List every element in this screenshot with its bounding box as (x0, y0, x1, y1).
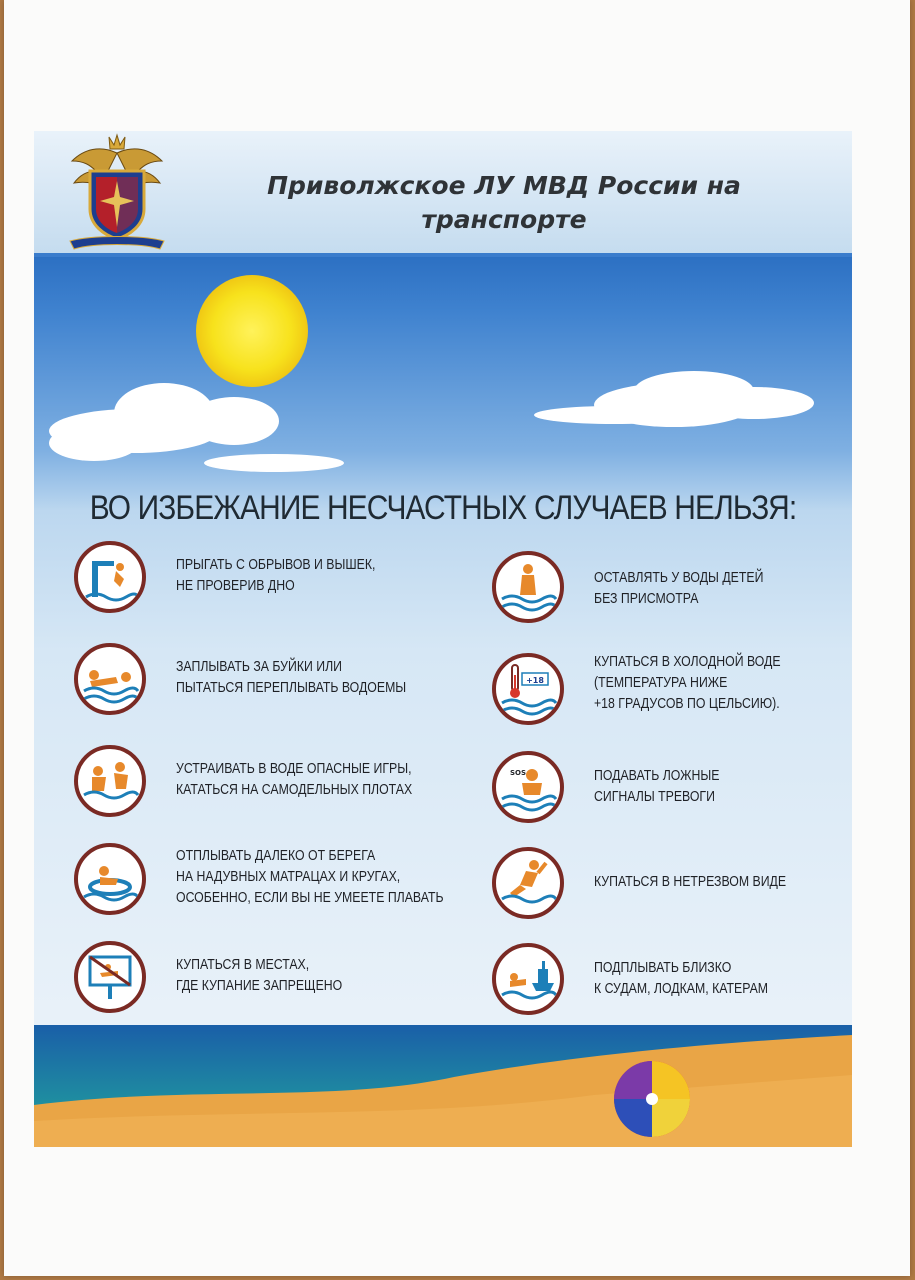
sky-illustration (34, 253, 852, 483)
sos-swimmer-icon (496, 755, 560, 819)
water-games-icon (78, 749, 142, 813)
main-headline: ВО ИЗБЕЖАНИЕ НЕСЧАСТНЫХ СЛУЧАЕВ НЕЛЬЗЯ: (89, 489, 797, 527)
swimmer-buoy-icon (78, 647, 142, 711)
rule-item-cliff-jumping (74, 541, 454, 621)
rule-item-children-unattended (492, 551, 832, 631)
rule-item-inflatables (74, 843, 474, 923)
rule-item-near-vessels (492, 943, 832, 1023)
diving-tower-icon (78, 545, 142, 609)
rule-text: КУПАТЬСЯ В ХОЛОДНОЙ ВОДЕ (ТЕМПЕРАТУРА НИЖЕ +18 ГРАДУСОВ ПО ЦЕЛЬСИЮ). (594, 653, 781, 712)
police-emblem-icon (62, 131, 172, 251)
child-in-water-icon (496, 555, 560, 619)
rule-text: УСТРАИВАТЬ В ВОДЕ ОПАСНЫЕ ИГРЫ, КАТАТЬСЯ НА САМОДЕЛЬНЫХ ПЛОТАХ (176, 760, 413, 798)
rule-text: ПРЫГАТЬ С ОБРЫВОВ И ВЫШЕК, НЕ ПРОВЕРИВ ДНО (176, 556, 376, 594)
organization-title-line2: транспорте (421, 205, 587, 234)
organization-title (224, 169, 784, 237)
beach-ball-icon (614, 1061, 690, 1137)
rule-text: ПОДАВАТЬ ЛОЖНЫЕ СИГНАЛЫ ТРЕВОГИ (594, 767, 720, 805)
rule-text: КУПАТЬСЯ В МЕСТАХ, ГДЕ КУПАНИЕ ЗАПРЕЩЕНО (176, 956, 343, 994)
organization-title-line1: Приволжское ЛУ МВД России на (267, 171, 741, 200)
rule-text: КУПАТЬСЯ В НЕТРЕЗВОМ ВИДЕ (594, 873, 787, 890)
rule-item-cold-water (492, 653, 832, 733)
safety-poster (34, 131, 852, 1147)
inflatable-ring-icon (78, 847, 142, 911)
drunk-person-icon (496, 851, 560, 915)
swimmer-ship-icon (496, 947, 560, 1011)
rule-text: ОСТАВЛЯТЬ У ВОДЫ ДЕТЕЙ БЕЗ ПРИСМОТРА (594, 569, 764, 607)
rule-text: ОТПЛЫВАТЬ ДАЛЕКО ОТ БЕРЕГА НА НАДУВНЫХ МАТРАЦАХ И КРУГАХ, ОСОБЕННО, ЕСЛИ ВЫ НЕ УМЕЕТЕ ПЛАВАТЬ (176, 847, 444, 906)
beach-illustration (34, 1025, 852, 1147)
cloud-left-icon (49, 383, 344, 472)
paper-sheet (4, 0, 910, 1276)
cloud-right-icon (534, 371, 814, 427)
rule-item-intoxicated (492, 847, 832, 927)
rule-item-buoys (74, 643, 454, 723)
rule-item-false-alarms (492, 751, 832, 831)
sun-icon (196, 275, 308, 387)
thermometer-icon (496, 657, 560, 721)
rule-item-dangerous-games (74, 745, 454, 825)
rule-text: ЗАПЛЫВАТЬ ЗА БУЙКИ ИЛИ ПЫТАТЬСЯ ПЕРЕПЛЫВАТЬ ВОДОЕМЫ (176, 658, 407, 696)
poster-header (34, 131, 852, 257)
rule-text: ПОДПЛЫВАТЬ БЛИЗКО К СУДАМ, ЛОДКАМ, КАТЕРАМ (594, 959, 769, 997)
no-swimming-sign-icon (78, 945, 142, 1009)
rule-item-forbidden-places (74, 941, 454, 1021)
svg-text:SOS: SOS (510, 769, 527, 777)
svg-text:+18: +18 (526, 676, 544, 685)
